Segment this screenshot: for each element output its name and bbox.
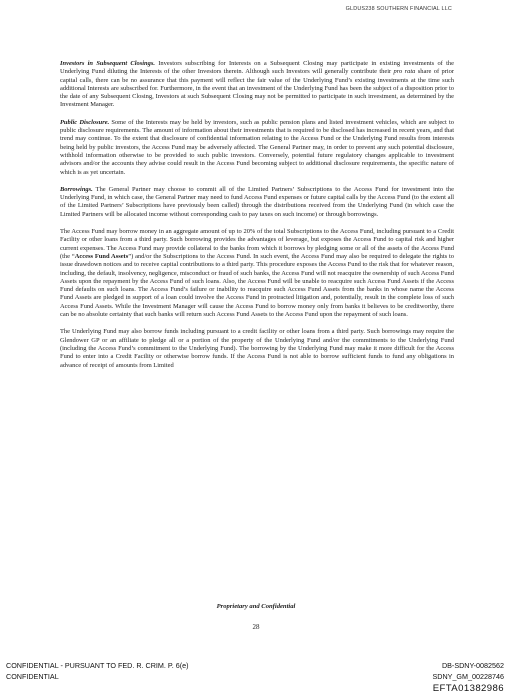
paragraph-text: The Underlying Fund may also borrow funds including pursuant to a credit facility or other loans from a third party. Such borrowings may require the Glendower GP or an affiliate to pledge all or a portion of the property of the Underlying Fund and/or the commitments to the Underlying Fund (including the Access Fund’s commitment to the Underlying Fund). The borrowing by the Underlying Fund may make it more difficult for the Access Fund to enter into a Credit Facility or otherwise borrow funds. If the Access Fund is not able to borrow sufficient funds to fund any obligations in advance of receipt of amounts from Limited (60, 328, 454, 369)
paragraph (60, 228, 454, 319)
paragraph (60, 60, 454, 110)
emphasis-text: pro rata (393, 68, 416, 76)
paragraph-text: Some of the Interests may be held by investors, such as public pension plans and listed investment vehicles, which are subject to public disclosure requirements. The amount of information about their investments that is required to be disclosed has increased in recent years, and that trend may continue. To the extent that disclosure of confidential information relating to the Access Fund or the Underlying Fund results from interests being held by public investors, the Access Fund may be adversely affected. The General Partner may, in order to prevent any such potential disclosure, withhold information otherwise to be provided to such public investors. Conversely, potential future regulatory changes applicable to investment advisors and/or the accounts they advise could result in the Access Fund becoming subject to additional disclosure requirements, the specific nature of which is as yet uncertain. (60, 118, 455, 176)
legal-stamp-left-line1: CONFIDENTIAL - PURSUANT TO FED. R. CRIM. P. 6(e) (6, 661, 189, 670)
paragraph-text: The Access Fund may borrow money in an aggregate amount of up to 20% of the total Subscriptions to the Access Fund, including pursuant to a Credit Facility or other loans from a third party. Such borrowing provides the advantages of leverage, but exposes the Access Fund to capital risk and higher current expenses. The Access Fund may provide collateral to the banks from which it borrows by pledging some or all of the assets of the Access Fund (the “ (60, 228, 454, 260)
confidentiality-footer: Proprietary and Confidential (216, 603, 296, 610)
defined-term: Access Fund Assets (74, 252, 129, 260)
paragraph-heading: Public Disclosure. (60, 118, 110, 126)
paragraph-text: share of prior capital calls, there can be no assurance that this payment will reflect the fair value of the Underlying Fund’s existing investments at the time such additional Interests are subscribed for. Furthermore, in the event that an investment of the Underlying Fund has been the subject of a disposition prior to the date of any Subsequent Closing, Investors at such Subsequent Closing may not be permitted to participate in such investment, as determined by the Investment Manager. (60, 68, 454, 109)
paragraph-heading: Borrowings. (60, 185, 93, 193)
paragraph (60, 186, 454, 219)
bates-number-2: SDNY_GM_00228746 (432, 672, 504, 681)
legal-stamp-left-line2: CONFIDENTIAL (6, 672, 59, 681)
paragraph-text: The General Partner may choose to commit all of the Limited Partners’ Subscriptions to the Access Fund for investment into the Underlying Fund, in which case, the General Partner may need to fund Access Fund expenses or future capital calls by the Access Fund (to the extent all of the Limited Partners’ Subscriptions have previously been called) through the distributions received from the Underlying Fund (in which case the Limited Partners will be allocated income without corresponding cash to pay taxes on such income) or through borrowings. (60, 185, 454, 218)
document-body (60, 60, 454, 379)
paragraph (60, 328, 454, 369)
page-number: 28 (252, 623, 260, 631)
paragraph-heading: Investors in Subsequent Closings. (60, 60, 155, 67)
paragraph-text: ”) and/or the Subscriptions to the Access Fund. In such event, the Access Fund may also be required to delegate the rights to issue drawdown notices and to receive capital contributions to a third party. This procedure exposes the Access Fund to the risk that for whatever reason, including, the default, insolvency, negligence, misconduct or fraud of such banks, the Access Fund will not reacquire the ownership of such Access Fund Assets upon the repayment by the Access Fund of such loans. Also, the Access Fund will be unable to reacquire such Access Fund Assets if the Access Fund defaults on such loans. The Access Fund’s failure or inability to reacquire such Access Fund Assets from the banks in whose name the Access Fund Assets are pledged in support of a loan could involve the Access Fund in protracted litigation and, potentially, result in the complete loss of such Access Fund Assets. While the Investment Manager will cause the Access Fund to borrow money only from banks it believes to be creditworthy, there can be no absolute certainty that such banks will return such Access Fund Assets to the Access Fund upon the repayment of such loans. (60, 252, 455, 319)
page-header: GLDUS238 SOUTHERN FINANCIAL LLC (345, 6, 452, 12)
bates-number-1: DB-SDNY-0082562 (441, 661, 504, 670)
bates-number-3: EFTA01382986 (432, 683, 504, 694)
paragraph-text: Investors subscribing for Interests on a Subsequent Closing may participate in existing investments of the Underlying Fund diluting the Interests of the other Investors therein. Although such Investors will generally contribute their (60, 60, 454, 76)
paragraph (60, 119, 454, 177)
